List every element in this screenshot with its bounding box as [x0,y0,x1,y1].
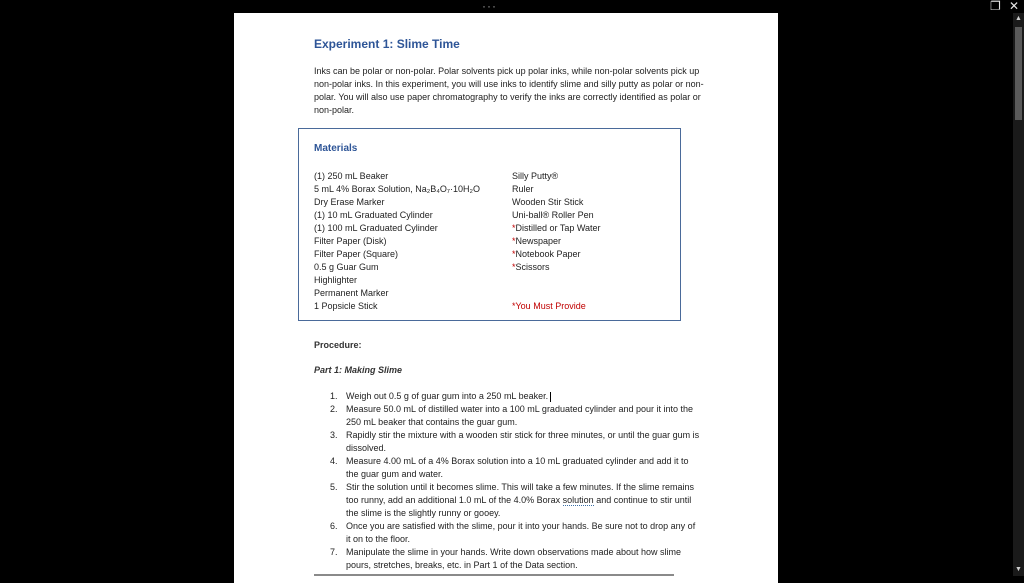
material-item: *Notebook Paper [512,249,581,259]
material-item: Filter Paper (Square) [314,249,399,259]
materials-title: Materials [314,143,358,154]
procedure-heading: Procedure: [314,340,362,350]
material-item: Permanent Marker [314,288,389,298]
scroll-up-icon[interactable]: ▲ [1015,15,1022,22]
procedure-step: 5. Stir the solution until it becomes slime. This will take a few minutes. If the slime remains too runny, add an additional 1.0 mL of the 4.0% Borax solution and continue to stir until the slime is the slightly runny or gooey. [330,482,694,518]
material-item: 1 Popsicle Stick [314,301,378,311]
material-item: 5 mL 4% Borax Solution, Na₂B₄O₇·10H₂O [314,184,480,194]
material-item: Dry Erase Marker [314,197,385,207]
procedure-steps [330,390,702,572]
procedure-step: 4. Measure 4.00 mL of a 4% Borax solution into a 10 mL graduated cylinder and add it to the guar gum and water. [330,456,689,479]
provide-star: * [512,236,516,246]
restore-window-button[interactable]: ❐ [990,0,1001,13]
provide-star: * [512,262,516,272]
intro-paragraph: Inks can be polar or non-polar. Polar solvents pick up polar inks, while non-polar solvents pick up non-polar inks. In this experiment, you will use inks to identify slime and silly putty as polar or non-polar. You will also use paper chromatography to verify the inks are correctly identified as polar or non-polar. [314,66,704,115]
text-cursor [550,392,551,402]
part-heading: Part 1: Making Slime [314,365,403,375]
material-item: Silly Putty® [512,171,559,181]
procedure-step: 1. Weigh out 0.5 g of guar gum into a 250 mL beaker. [330,390,702,403]
procedure-step: 6. Once you are satisfied with the slime, pour it into your hands. Be sure not to drop any of it on to the floor. [330,521,696,544]
scrollbar-thumb[interactable] [1015,27,1022,120]
more-options-icon[interactable]: ··· [482,0,497,13]
close-window-button[interactable]: ✕ [1009,0,1020,13]
spelling-flag[interactable]: solution [562,495,594,505]
material-item: *Newspaper [512,236,562,246]
material-item: 0.5 g Guar Gum [314,262,379,272]
procedure-step: 7. Manipulate the slime in your hands. Write down observations made about how slime pours, stretches, breaks, etc. in Part 1 of the Data section. [330,547,682,570]
materials-box [298,128,681,321]
provide-star: * [512,249,516,259]
material-item: Ruler [512,184,534,194]
material-item: Filter Paper (Disk) [314,236,387,246]
material-item: Wooden Stir Stick [512,197,584,207]
material-item: (1) 250 mL Beaker [314,171,389,181]
material-item: *Scissors [512,262,550,272]
material-item: (1) 10 mL Graduated Cylinder [314,210,433,220]
material-item: (1) 100 mL Graduated Cylinder [314,223,438,233]
provide-star: * [512,223,516,233]
scroll-down-icon[interactable]: ▼ [1015,566,1022,573]
experiment-title: Experiment 1: Slime Time [314,37,460,51]
materials-right-list [512,170,601,313]
material-item: Uni-ball® Roller Pen [512,210,594,220]
materials-left-list [314,170,480,313]
procedure-step: 2. Measure 50.0 mL of distilled water into a 100 mL graduated cylinder and pour it into the 250 mL beaker that contains the guar gum. [330,404,694,427]
procedure-step: 3. Rapidly stir the mixture with a wooden stir stick for three minutes, or until the guar gum is dissolved. [330,430,700,453]
you-must-provide-note: *You Must Provide [512,301,586,311]
material-item: *Distilled or Tap Water [512,223,601,233]
material-item: Highlighter [314,275,358,285]
document-page [234,13,778,583]
